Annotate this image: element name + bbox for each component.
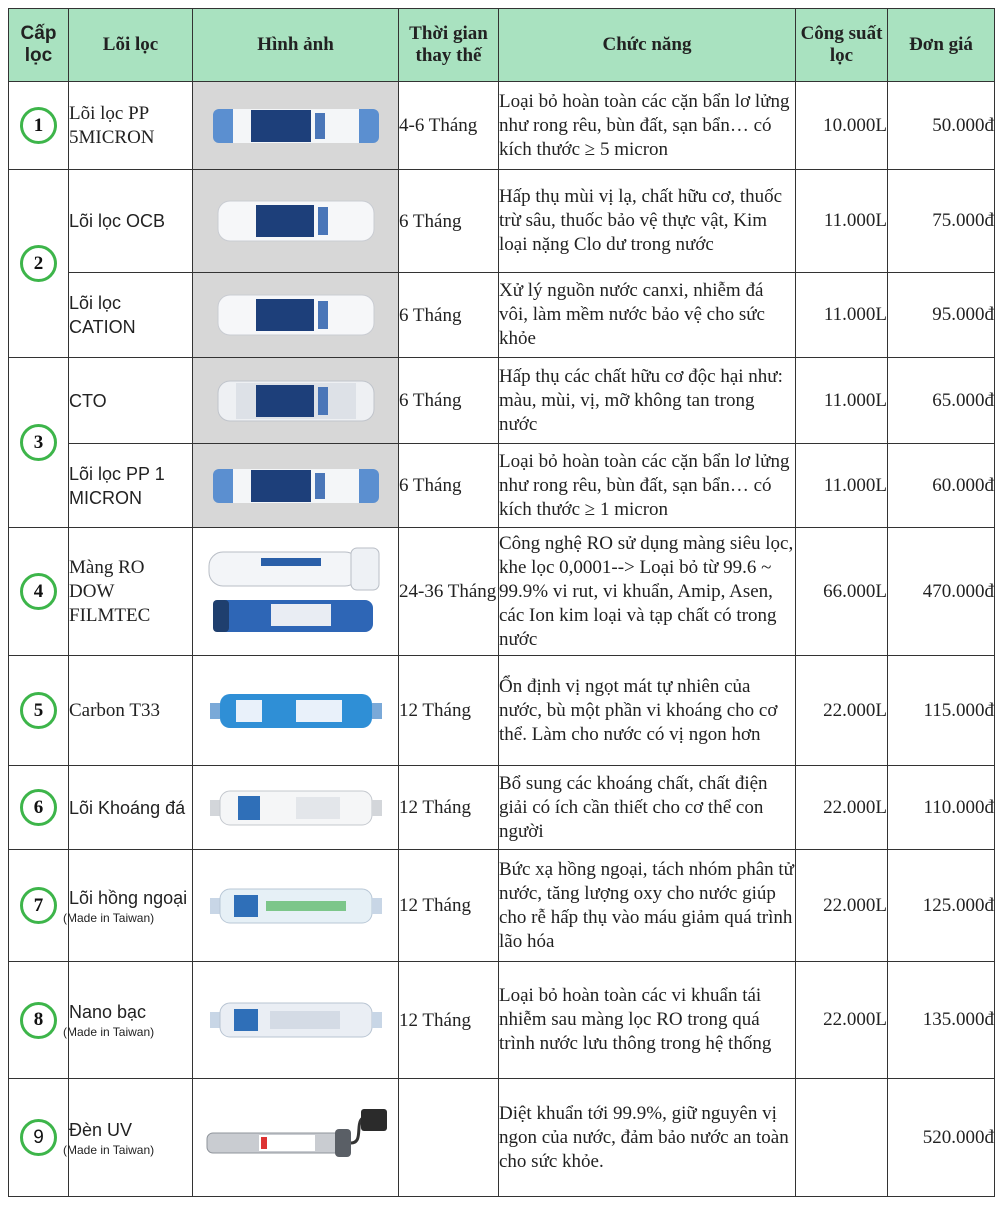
table-row	[9, 444, 995, 528]
stage-cell	[9, 656, 69, 766]
price: 470.000đ	[888, 528, 995, 656]
header-stage: Cấp lọc	[9, 9, 69, 82]
stage-number: 5	[20, 692, 57, 729]
replace-time	[399, 1079, 499, 1197]
stage-cell	[9, 850, 69, 962]
function-text: Loại bỏ hoàn toàn các vi khuẩn tái nhiễm sau màng lọc RO trong quá trình nước lưu thông trong hệ thống	[499, 962, 796, 1079]
product-image-cell	[193, 1079, 399, 1197]
price: 50.000đ	[888, 82, 995, 170]
price: 125.000đ	[888, 850, 995, 962]
core-name-cell	[63, 850, 193, 962]
product-image-cell	[193, 962, 399, 1079]
core-name: Lõi lọc CATION	[69, 273, 193, 358]
stage-cell	[9, 528, 69, 656]
capacity: 11.000L	[796, 358, 888, 444]
replace-time: 4-6 Tháng	[399, 82, 499, 170]
function-text: Hấp thụ mùi vị lạ, chất hữu cơ, thuốc trừ sâu, thuốc bảo vệ thực vật, Kim loại nặng Clo dư trong nước	[499, 170, 796, 273]
function-text: Hấp thụ các chất hữu cơ độc hại như: màu, mùi, vị, mỡ không tan trong nước	[499, 358, 796, 444]
function-text: Bổ sung các khoáng chất, chất điện giải có ích cần thiết cho cơ thể con người	[499, 766, 796, 850]
price: 115.000đ	[888, 656, 995, 766]
core-name: Lõi Khoáng đá	[69, 766, 193, 850]
table-row	[9, 82, 995, 170]
core-name: Lõi hồng ngoại	[69, 887, 188, 908]
replace-time: 12 Tháng	[399, 766, 499, 850]
stage-cell	[9, 358, 69, 528]
origin-note: (Made in Taiwan)	[63, 910, 155, 925]
product-image-cell	[193, 444, 399, 528]
stage-number: 1	[20, 107, 57, 144]
product-image-cell	[193, 170, 399, 273]
product-image-cell	[193, 273, 399, 358]
table-row	[9, 766, 995, 850]
stage-cell	[9, 170, 69, 358]
core-name: Nano bạc	[69, 1002, 147, 1022]
core-name: Lõi lọc OCB	[69, 170, 193, 273]
price: 95.000đ	[888, 273, 995, 358]
product-image-cell	[193, 766, 399, 850]
core-name-cell	[63, 962, 193, 1079]
core-name: Đèn UV	[69, 1119, 133, 1140]
product-image-cell	[193, 528, 399, 656]
stage-cell	[9, 82, 69, 170]
header-capacity: Công suất lọc	[796, 9, 888, 82]
filter-cartridge-image	[216, 373, 376, 429]
function-text: Loại bỏ hoàn toàn các cặn bẩn lơ lửng như rong rêu, bùn đất, sạn bẩn… có kích thước ≥ 5 micron	[499, 82, 796, 170]
price: 65.000đ	[888, 358, 995, 444]
filter-cartridge-image	[206, 686, 386, 736]
header-function: Chức năng	[499, 9, 796, 82]
capacity: 11.000L	[796, 170, 888, 273]
filter-cartridge-image	[206, 995, 386, 1045]
stage-cell	[9, 962, 69, 1079]
capacity: 22.000L	[796, 766, 888, 850]
function-text: Diệt khuẩn tới 99.9%, giữ nguyên vị ngon của nước, đảm bảo nước an toàn cho sức khỏe.	[499, 1079, 796, 1197]
table-row	[9, 656, 995, 766]
function-text: Bức xạ hồng ngoại, tách nhóm phân tử nước, tăng lượng oxy cho nước giúp cho rễ hấp thụ vào máu giảm quá trình lão hóa	[499, 850, 796, 962]
price: 110.000đ	[888, 766, 995, 850]
replace-time: 6 Tháng	[399, 358, 499, 444]
product-image-cell	[193, 850, 399, 962]
filter-cartridge-image	[206, 783, 386, 833]
table-row	[9, 1079, 995, 1197]
table-row	[9, 528, 995, 656]
filter-price-table	[8, 8, 995, 1197]
table-row	[9, 850, 995, 962]
uv-lamp-image	[201, 1103, 391, 1173]
price: 75.000đ	[888, 170, 995, 273]
core-name: Màng RO DOW FILMTEC	[69, 528, 193, 656]
stage-number: 7	[20, 887, 57, 924]
replace-time: 12 Tháng	[399, 850, 499, 962]
product-image-cell	[193, 358, 399, 444]
table-row	[9, 962, 995, 1079]
core-name-cell	[63, 1079, 193, 1197]
filter-cartridge-image	[216, 287, 376, 343]
core-name: CTO	[69, 358, 193, 444]
replace-time: 12 Tháng	[399, 656, 499, 766]
capacity: 11.000L	[796, 444, 888, 528]
stage-number: 9	[20, 1119, 57, 1156]
header-price: Đơn giá	[888, 9, 995, 82]
capacity: 22.000L	[796, 962, 888, 1079]
replace-time: 6 Tháng	[399, 444, 499, 528]
price: 60.000đ	[888, 444, 995, 528]
filter-cartridge-image	[216, 193, 376, 249]
table-row	[9, 358, 995, 444]
function-text: Ổn định vị ngọt mát tự nhiên của nước, bù một phần vi khoáng cho cơ thể. Làm cho nước có vị ngon hơn	[499, 656, 796, 766]
filter-cartridge-image	[211, 461, 381, 511]
header-core: Lõi lọc	[69, 9, 193, 82]
price: 520.000đ	[888, 1079, 995, 1197]
replace-time: 24-36 Tháng	[399, 528, 499, 656]
price: 135.000đ	[888, 962, 995, 1079]
capacity: 22.000L	[796, 656, 888, 766]
header-row	[9, 9, 995, 82]
replace-time: 6 Tháng	[399, 273, 499, 358]
stage-number: 8	[20, 1002, 57, 1039]
capacity: 10.000L	[796, 82, 888, 170]
stage-number: 3	[20, 424, 57, 461]
capacity: 66.000L	[796, 528, 888, 656]
core-name: Lõi lọc PP 1 MICRON	[69, 444, 193, 528]
capacity	[796, 1079, 888, 1197]
capacity: 22.000L	[796, 850, 888, 962]
capacity: 11.000L	[796, 273, 888, 358]
stage-number: 4	[20, 573, 57, 610]
replace-time: 12 Tháng	[399, 962, 499, 1079]
stage-cell	[9, 1079, 69, 1197]
core-name: Lõi lọc PP 5MICRON	[69, 82, 193, 170]
table-row	[9, 273, 995, 358]
origin-note: (Made in Taiwan)	[63, 1025, 155, 1039]
stage-cell	[9, 766, 69, 850]
product-image-cell	[193, 82, 399, 170]
stage-number: 2	[20, 245, 57, 282]
ro-membrane-image	[201, 542, 391, 642]
table-row	[9, 170, 995, 273]
origin-note: (Made in Taiwan)	[63, 1142, 155, 1157]
function-text: Loại bỏ hoàn toàn các cặn bẩn lơ lửng như rong rêu, bùn đất, sạn bẩn… có kích thước ≥ 1 micron	[499, 444, 796, 528]
replace-time: 6 Tháng	[399, 170, 499, 273]
core-name: Carbon T33	[69, 656, 193, 766]
header-image: Hình ảnh	[193, 9, 399, 82]
header-replace-time: Thời gian thay thế	[399, 9, 499, 82]
function-text: Công nghệ RO sử dụng màng siêu lọc, khe lọc 0,0001--> Loại bỏ từ 99.6 ~ 99.9% vi rut, vi khuẩn, Amip, Asen, các Ion kim loại và tạp chất có trong nước	[499, 528, 796, 656]
function-text: Xử lý nguồn nước canxi, nhiễm đá vôi, làm mềm nước bảo vệ cho sức khỏe	[499, 273, 796, 358]
stage-number: 6	[20, 789, 57, 826]
product-image-cell	[193, 656, 399, 766]
filter-cartridge-image	[206, 881, 386, 931]
filter-cartridge-image	[211, 101, 381, 151]
